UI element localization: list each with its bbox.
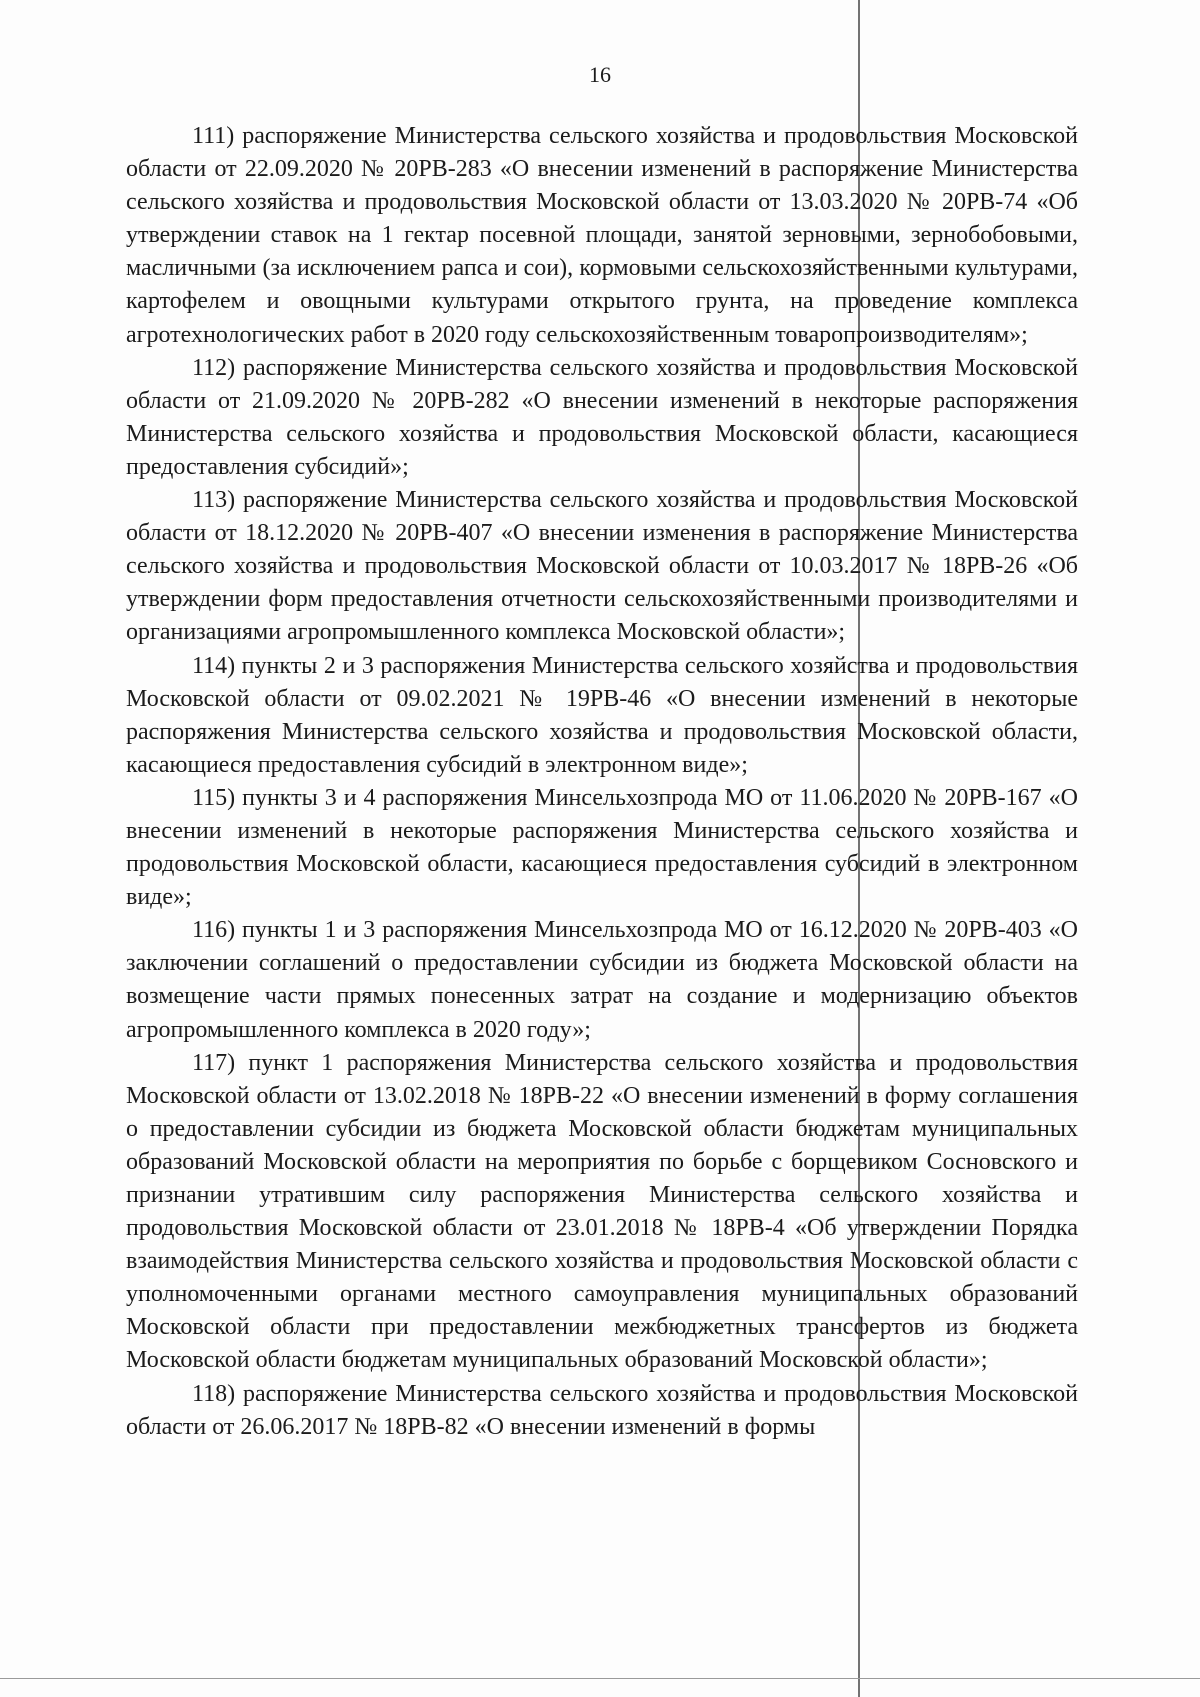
list-item-117: 117) пункт 1 распоряжения Министерства сельского хозяйства и продовольствия Московской области от 13.02.2018 № 18РВ-22 «О внесении изменений в форму соглашения о предоставлении субсидии из бюджета Московской области бюджетам муниципальных образований Московской области на мероприятия по борьбе с борщевиком Сосновского и признании утратившим силу распоряжения Министерства сельского хозяйства и продовольствия Московской области от 23.01.2018 № 18РВ-4 «Об утверждении Порядка взаимодействия Министерства сельского хозяйства и продовольствия Московской области с уполномоченными органами местного самоуправления муниципальных образований Московской области при предоставлении межбюджетных трансфертов из бюджета Московской области бюджетам муниципальных образований Московской области»; — [126, 1049, 1078, 1374]
scan-edge-line — [0, 1678, 1200, 1679]
document-body — [126, 120, 1078, 1444]
list-item-115: 115) пункты 3 и 4 распоряжения Минсельхозпрода МО от 11.06.2020 № 20РВ-167 «О внесении изменений в некоторые распоряжения Министерства сельского хозяйства и продовольствия Московской области, касающиеся предоставления субсидий в электронном виде»; — [126, 784, 1078, 911]
list-item-114: 114) пункты 2 и 3 распоряжения Министерства сельского хозяйства и продовольствия Московской области от 09.02.2021 № 19РВ-46 «О внесении изменений в некоторые распоряжения Министерства сельского хозяйства и продовольствия Московской области, касающиеся предоставления субсидий в электронном виде»; — [126, 652, 1078, 778]
list-item-118: 118) распоряжение Министерства сельского хозяйства и продовольствия Московской области от 26.06.2017 № 18РВ-82 «О внесении изменений в формы — [126, 1380, 1078, 1440]
page-number: 16 — [589, 62, 611, 87]
list-item-112: 112) распоряжение Министерства сельского хозяйства и продовольствия Московской области от 21.09.2020 № 20РВ-282 «О внесении изменений в некоторые распоряжения Министерства сельского хозяйства и продовольствия Московской области, касающиеся предоставления субсидий»; — [126, 354, 1078, 480]
list-item-111: 111) распоряжение Министерства сельского хозяйства и продовольствия Московской области от 22.09.2020 № 20РВ-283 «О внесении изменений в распоряжение Министерства сельского хозяйства и продовольствия Московской области от 13.03.2020 № 20РВ-74 «Об утверждении ставок на 1 гектар посевной площади, занятой зерновыми, зернобобовыми, масличными (за исключением рапса и сои), кормовыми сельскохозяйственными культурами, картофелем и овощными культурами открытого грунта, на проведение комплекса агротехнологических работ в 2020 году сельскохозяйственным товаропроизводителям»; — [126, 123, 1078, 348]
list-item-116: 116) пункты 1 и 3 распоряжения Минсельхозпрода МО от 16.12.2020 № 20РВ-403 «О заключении соглашений о предоставлении субсидии из бюджета Московской области на возмещение части прямых понесенных затрат на создание и модернизацию объектов агропромышленного комплекса в 2020 году»; — [126, 917, 1078, 1043]
list-item-113: 113) распоряжение Министерства сельского хозяйства и продовольствия Московской области от 18.12.2020 № 20РВ-407 «О внесении изменения в распоряжение Министерства сельского хозяйства и продовольствия Московской области от 10.03.2017 № 18РВ-26 «Об утверждении форм предоставления отчетности сельскохозяйственными производителями и организациями агропромышленного комплекса Московской области»; — [126, 487, 1078, 646]
